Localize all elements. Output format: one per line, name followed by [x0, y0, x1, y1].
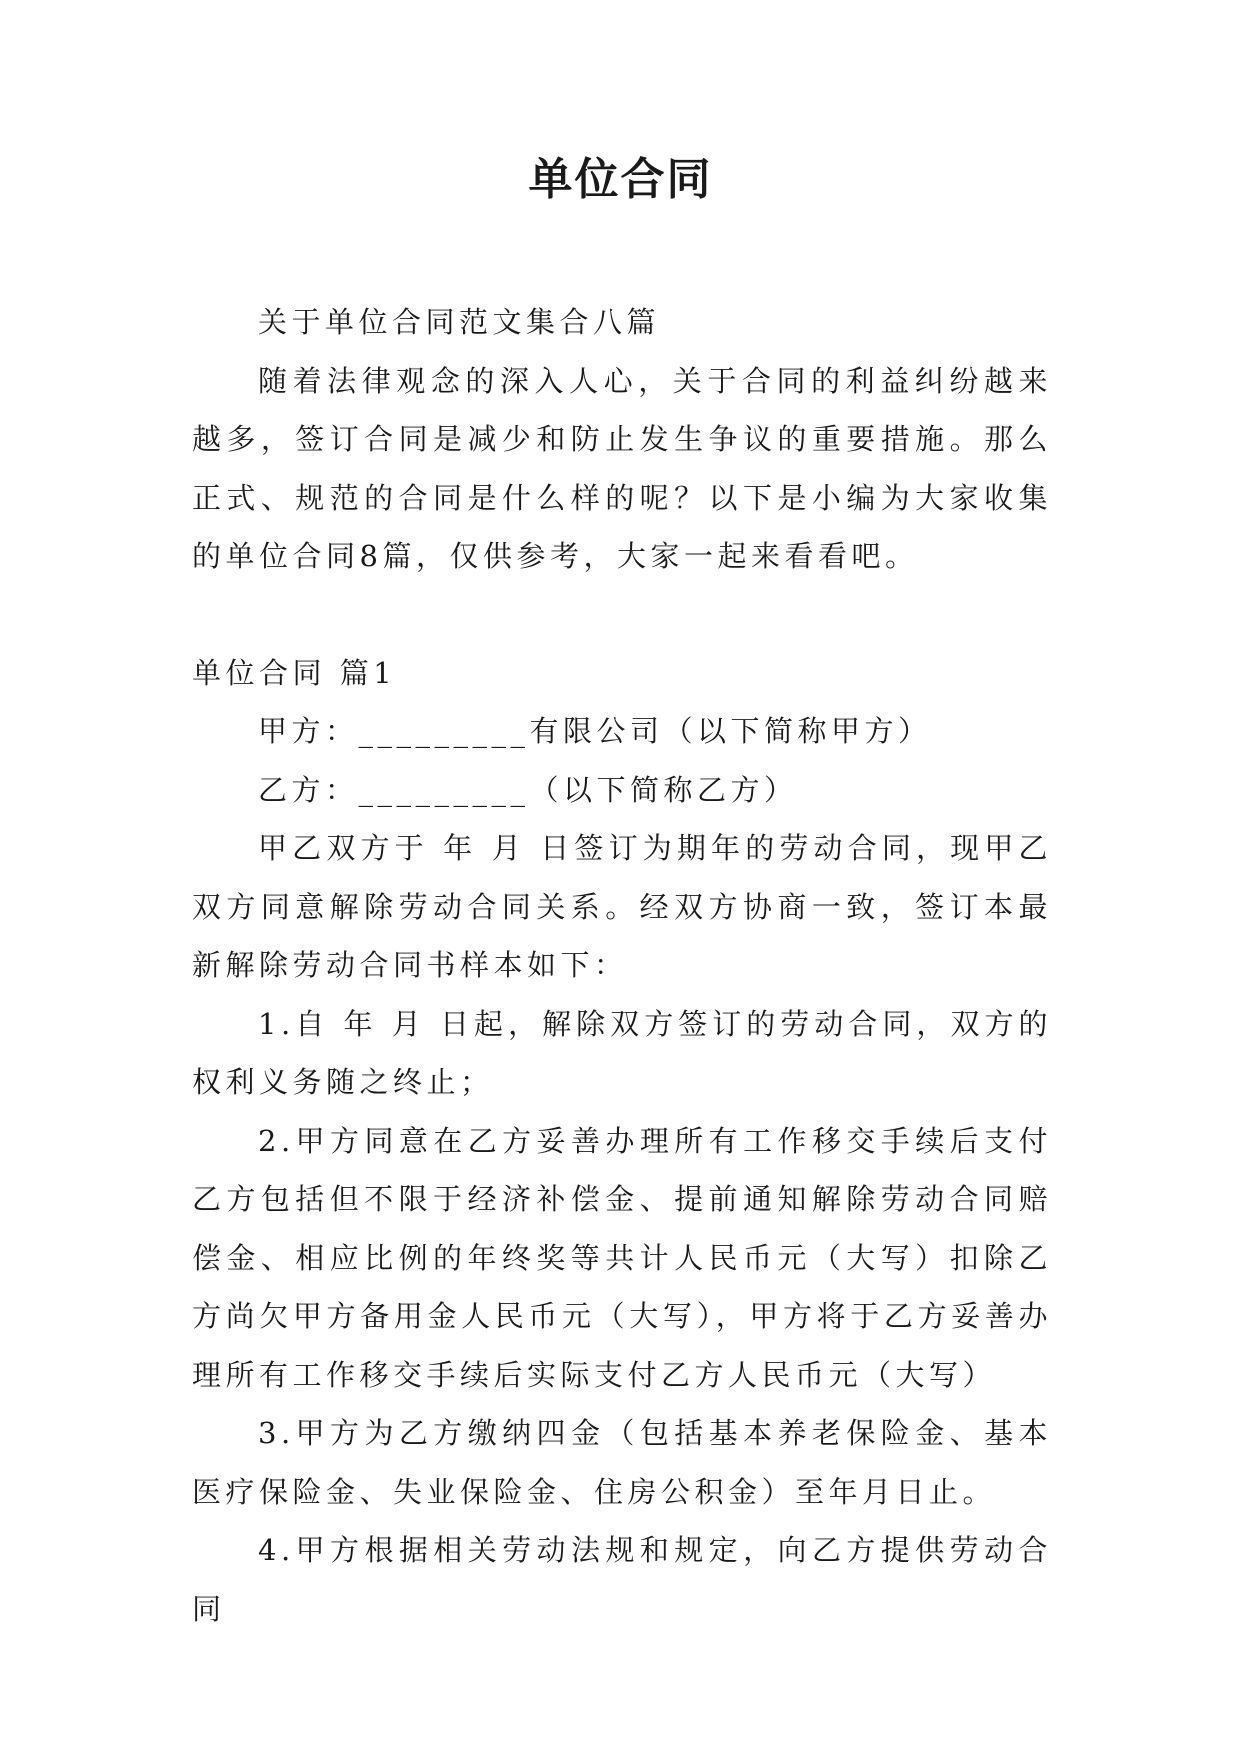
clause-1: 1.自 年 月 日起，解除双方签订的劳动合同，双方的权利义务随之终止； — [192, 1006, 1052, 1099]
clause-2: 2.甲方同意在乙方妥善办理所有工作移交手续后支付乙方包括但不限于经济补偿金、提前通知解除劳动合同赔偿金、相应比例的年终奖等共计人民币元（大写）扣除乙方尚欠甲方备用金人民币元（大写），甲方将于乙方妥善办理所有工作移交手续后实际支付乙方人民币元（大写） — [192, 1123, 1052, 1392]
party-a-label: 甲方： — [258, 714, 359, 748]
section-heading: 单位合同 篇1 — [192, 655, 397, 690]
party-a-line — [192, 702, 1052, 761]
party-a-blank: _________ — [358, 714, 530, 748]
party-b-label: 乙方： — [258, 772, 359, 807]
party-b-blank: _________ — [358, 772, 530, 807]
clause-4: 4.甲方根据相关劳动法规和规定，向乙方提供劳动合同 — [192, 1533, 1052, 1626]
party-b-suffix: （以下简称乙方） — [529, 772, 798, 807]
party-b-line — [192, 761, 1052, 820]
clause-3: 3.甲方为乙方缴纳四金（包括基本养老保险金、基本医疗保险金、失业保险金、住房公积金）至年月日止。 — [192, 1416, 1052, 1509]
document-subtitle: 关于单位合同范文集合八篇 — [258, 305, 661, 339]
party-a-suffix: 有限公司（以下简称甲方） — [529, 714, 932, 748]
agreement-paragraph: 甲乙双方于 年 月 日签订为期年的劳动合同，现甲乙双方同意解除劳动合同关系。经双方协商一致，签订本最新解除劳动合同书样本如下： — [192, 831, 1052, 982]
document-title: 单位合同 — [528, 154, 713, 205]
document-body — [192, 293, 1052, 1638]
intro-paragraph: 随着法律观念的深入人心，关于合同的利益纠纷越来越多，签订合同是减少和防止发生争议的重要措施。那么正式、规范的合同是什么样的呢？以下是小编为大家收集的单位合同8篇，仅供参考，大家一起来看看吧。 — [192, 363, 1052, 573]
